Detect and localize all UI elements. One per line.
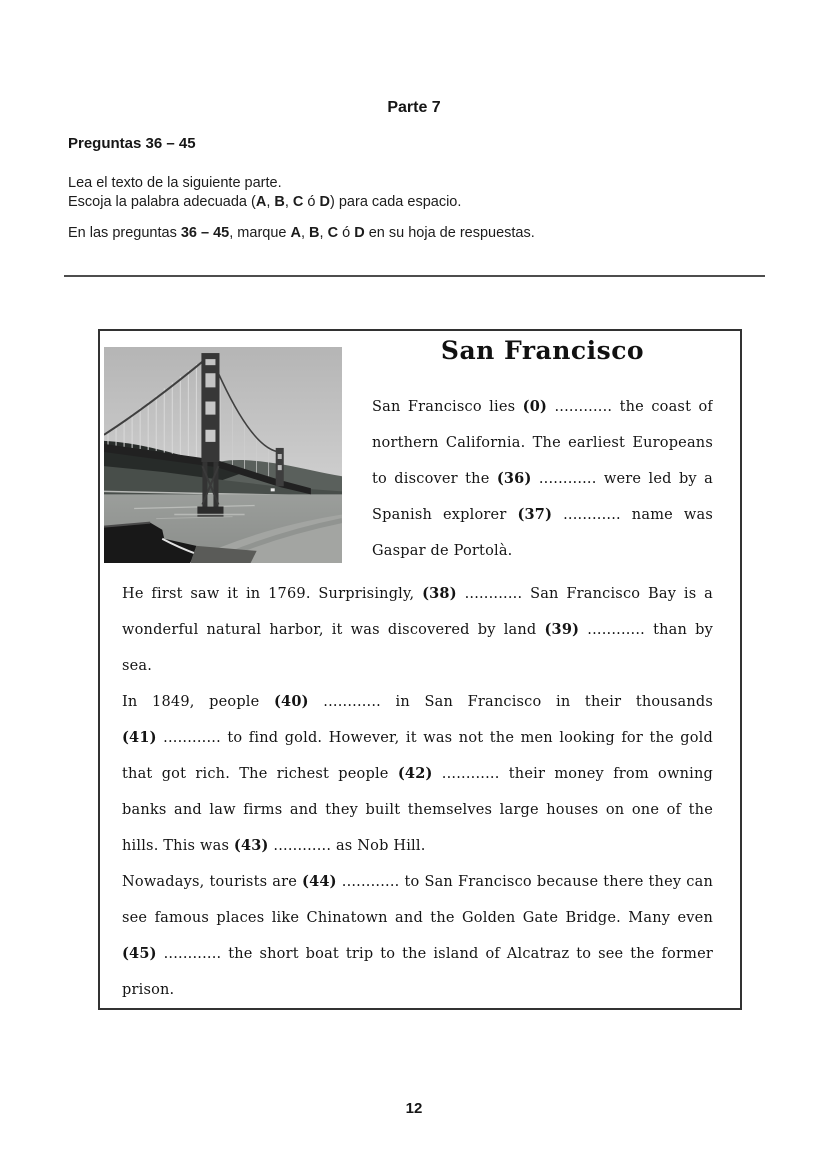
text-line: He first saw it in 1769. Surprisingly, (38) ............ San Francisco Bay is a [122,585,713,602]
text-line: Lea el texto de la siguiente parte. [68,175,282,191]
part-title: Parte 7 [387,99,441,116]
instructions-block-2 [68,224,535,243]
text-line: wonderful natural harbor, it was discovered by land (39) ............ than by [122,621,713,638]
text-line: Nowadays, tourists are (44) ............ to San Francisco because there they can [122,873,713,890]
passage-body [122,576,713,1008]
text-line: San Francisco lies (0) ............ the coast of [372,398,713,415]
text-line: (41) ............ to find gold. However, it was not the men looking for the gold [122,729,713,746]
text-line: (45) ............ the short boat trip to the island of Alcatraz to see the former [122,945,713,962]
horizontal-divider [64,275,765,277]
passage-intro-column [372,389,713,569]
page-number: 12 [405,1100,423,1117]
text-line: that got rich. The richest people (42) ............ their money from owning [122,765,713,782]
instructions-block-1 [68,174,461,212]
text-line: hills. This was (43) ............ as Nob Hill. [122,837,426,854]
passage-title: San Francisco [440,336,645,365]
text-line: En las preguntas 36 – 45, marque A, B, C ó D en su hoja de respuestas. [68,225,535,241]
text-line: Spanish explorer (37) ............ name was [372,506,713,523]
text-line: In 1849, people (40) ............ in San Francisco in their thousands [122,693,713,710]
text-line: northern California. The earliest Europeans [372,435,713,451]
text-line: prison. [122,982,175,998]
passage-box [98,329,742,1010]
text-line: sea. [122,658,153,674]
text-line: banks and law firms and they built themselves large houses on one of the [122,802,713,818]
golden-gate-bridge-photo [104,347,342,563]
questions-heading: Preguntas 36 – 45 [68,135,196,152]
text-line: to discover the (36) ............ were led by a [372,470,713,487]
text-line: see famous places like Chinatown and the Golden Gate Bridge. Many even [122,910,713,926]
text-line: Escoja la palabra adecuada (A, B, C ó D) para cada espacio. [68,194,462,210]
text-line: Gaspar de Portolà. [372,543,513,559]
